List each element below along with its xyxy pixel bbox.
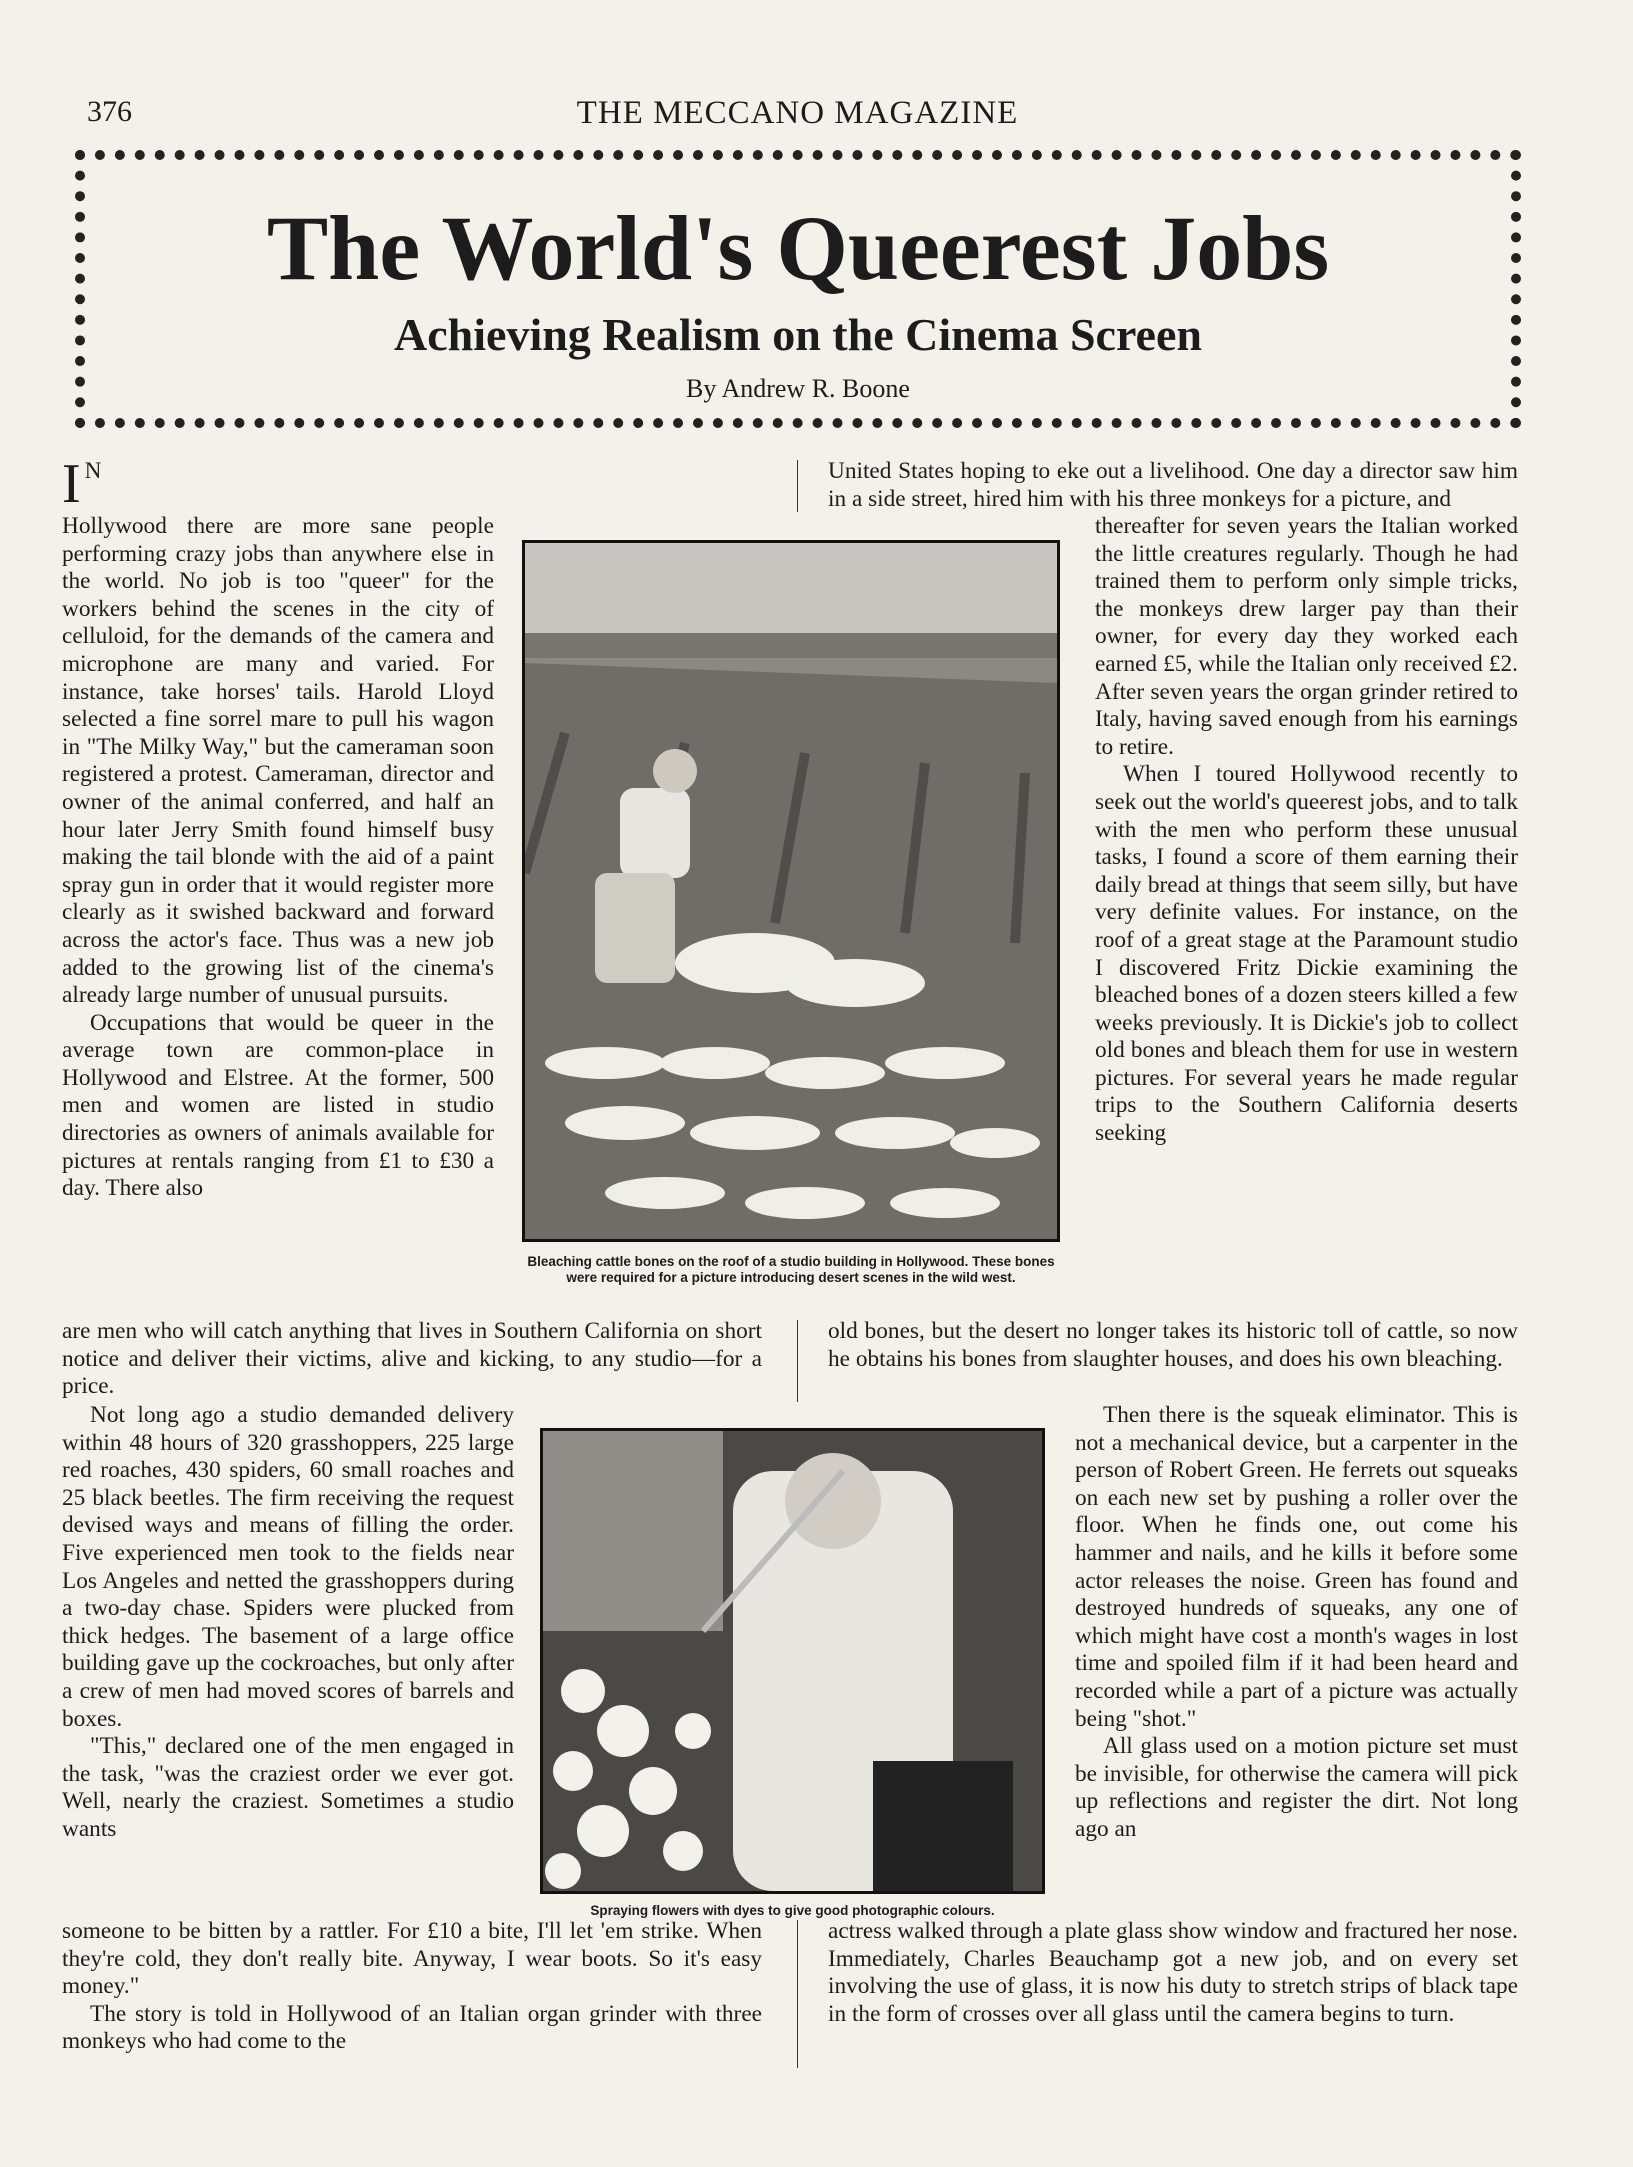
flowers-caption: Spraying flowers with dyes to give good photographic colours.: [590, 1903, 995, 1918]
col1-p2-cont: [62, 1318, 762, 1402]
col1-paragraph-2-text: Occupations that would be queer in the average town are common-place in Hollywood and Elstree. At the former, 500 men and women are listed in studio directories as owners of animals available for pictures at rentals ranging from £1 to £30 a day. There also: [62, 1009, 494, 1202]
col1-paragraph-1-rest: Hollywood there are more sane people performing crazy jobs than anywhere else in the world. No job is too "queer" for the workers behind the scenes in the city of celluloid, for the demands of the camera and microphone are many and varied. For instance, take horses' tails. Harold Lloyd selected a fine sorrel mare to pull his wagon in "The Milky Way," but the cameraman soon registered a protest. Cameraman, director and owner of the animal conferred, and half an hour later Jerry Smith found himself busy making the tail blonde with the aid of a paint spray gun in order that it would register more clearly as it swished backward and forward across the actor's face. Thus was a new job added to the growing list of the cinema's already large number of unusual pursuits.: [62, 513, 494, 1009]
column-rule: [797, 1320, 798, 1402]
col2-paragraph-4-cont: actress walked through a plate glass show window and fractured her nose. Immediately, Charles Beauchamp got a new job, and on every set involving the use of glass, it is now his duty to stretch strips of black tape in the form of crosses over all glass until the camera begins to turn.: [828, 1918, 1518, 2027]
article-subtitle: Achieving Realism on the Cinema Screen: [394, 309, 1202, 360]
bones-caption: Bleaching cattle bones on the roof of a studio building in Hollywood. These bones were required for a picture introducing desert scenes in the wild west.: [527, 1254, 1055, 1285]
col1-middle-block: [62, 1402, 514, 1916]
col1-beside-photo: [62, 513, 494, 1318]
col2-p2-cont: [828, 1318, 1518, 1402]
article-byline: By Andrew R. Boone: [686, 374, 910, 403]
title-box: [75, 150, 1521, 428]
col1-paragraph-4: "This," declared one of the men engaged in the task, "was the craziest order we ever got. Well, nearly the craziest. Sometimes a studio wants: [62, 1733, 514, 1842]
col1-paragraph-5: The story is told in Hollywood of an Italian organ grinder with three monkeys who had come to the: [62, 2000, 762, 2055]
col2-intro: [828, 458, 1518, 513]
article-title: The World's Queerest Jobs: [266, 197, 1330, 299]
col2-paragraph-1-rest: thereafter for seven years the Italian worked the little creatures regularly. Though he had trained them to perform only simple tricks, the monkeys drew larger pay than their owner, for every day they worked each earned £5, while the Italian only received £2. After seven years the organ grinder retired to Italy, having saved enough from his earnings to retire.: [1095, 513, 1518, 760]
col1-paragraph-4-cont: someone to be bitten by a rattler. For £10 a bite, I'll let 'em strike. When they're cold, they don't really bite. Anyway, I wear boots. So it's easy money.": [62, 1918, 762, 2000]
magazine-title: THE MECCANO MAGAZINE: [576, 95, 1019, 131]
col2-bottom-block: [828, 1918, 1518, 2058]
col1-bottom-block: [62, 1918, 762, 2058]
col2-paragraph-2-text: When I toured Hollywood recently to seek out the world's queerest jobs, and to talk with the men who perform these unusual tasks, I found a score of them earning their daily bread at things that seem silly, but have very definite values. For instance, on the roof of a great stage at the Paramount studio I discovered Fritz Dickie examining the bleached bones of a dozen steers killed a few weeks previously. It is Dickie's job to collect old bones and bleach them for use in western pictures. For several years he made regular trips to the Southern California deserts seeking: [1095, 761, 1518, 1147]
col2-middle-block: [1075, 1402, 1518, 1916]
col2-paragraph-1: United States hoping to eke out a livelihood. One day a director saw him in a side street, hired him with his three monkeys for a picture, and: [828, 458, 1518, 512]
col1-intro: [62, 458, 762, 513]
page-header: [75, 95, 1520, 137]
flowers-photo: [540, 1428, 1045, 1894]
col2-paragraph-4: All glass used on a motion picture set must be invisible, for otherwise the camera will pick up reflections and register the dirt. Not long ago an: [1075, 1733, 1518, 1842]
page-number: 376: [87, 95, 132, 128]
drop-cap: I: [62, 458, 81, 513]
column-rule: [797, 460, 798, 512]
col2-paragraph-3: Then there is the squeak eliminator. This is not a mechanical device, but a carpenter in the person of Robert Green. He ferrets out squeaks on each new set by pushing a roller over the floor. When he finds one, out come his hammer and nails, and he kills it before some actor releases the noise. Green has found and destroyed hundreds of squeaks, any one of which might have cost a month's wages in lost time and spoiled film if it had been heard and recorded while a part of a picture was actually being "shot.": [1075, 1402, 1518, 1732]
col1-paragraph-3: Not long ago a studio demanded delivery within 48 hours of 320 grasshoppers, 225 large red roaches, 430 spiders, 60 small roaches and 25 black beetles. The firm receiving the request devised ways and means of filling the order. Five experienced men took to the fields near Los Angeles and netted the grasshoppers during a two-day chase. Spiders were plucked from thick hedges. The basement of a large office building gave up the cockroaches, but only after a crew of men had moved scores of barrels and boxes.: [62, 1402, 514, 1732]
flowers-photo-image: [543, 1431, 1042, 1891]
col2-paragraph-2-cont: old bones, but the desert no longer takes its historic toll of cattle, so now he obtains his bones from slaughter houses, and does his own bleaching.: [828, 1318, 1518, 1372]
col2-beside-photo: [1095, 513, 1518, 1318]
col1-paragraph-2-cont: are men who will catch anything that lives in Southern California on short notice and deliver their victims, alive and kicking, to any studio—for a price.: [62, 1318, 762, 1400]
column-rule: [797, 1920, 798, 2068]
col1-paragraph-1: N: [84, 458, 102, 484]
bones-photo: [522, 540, 1060, 1242]
bones-photo-image: [525, 543, 1057, 1239]
